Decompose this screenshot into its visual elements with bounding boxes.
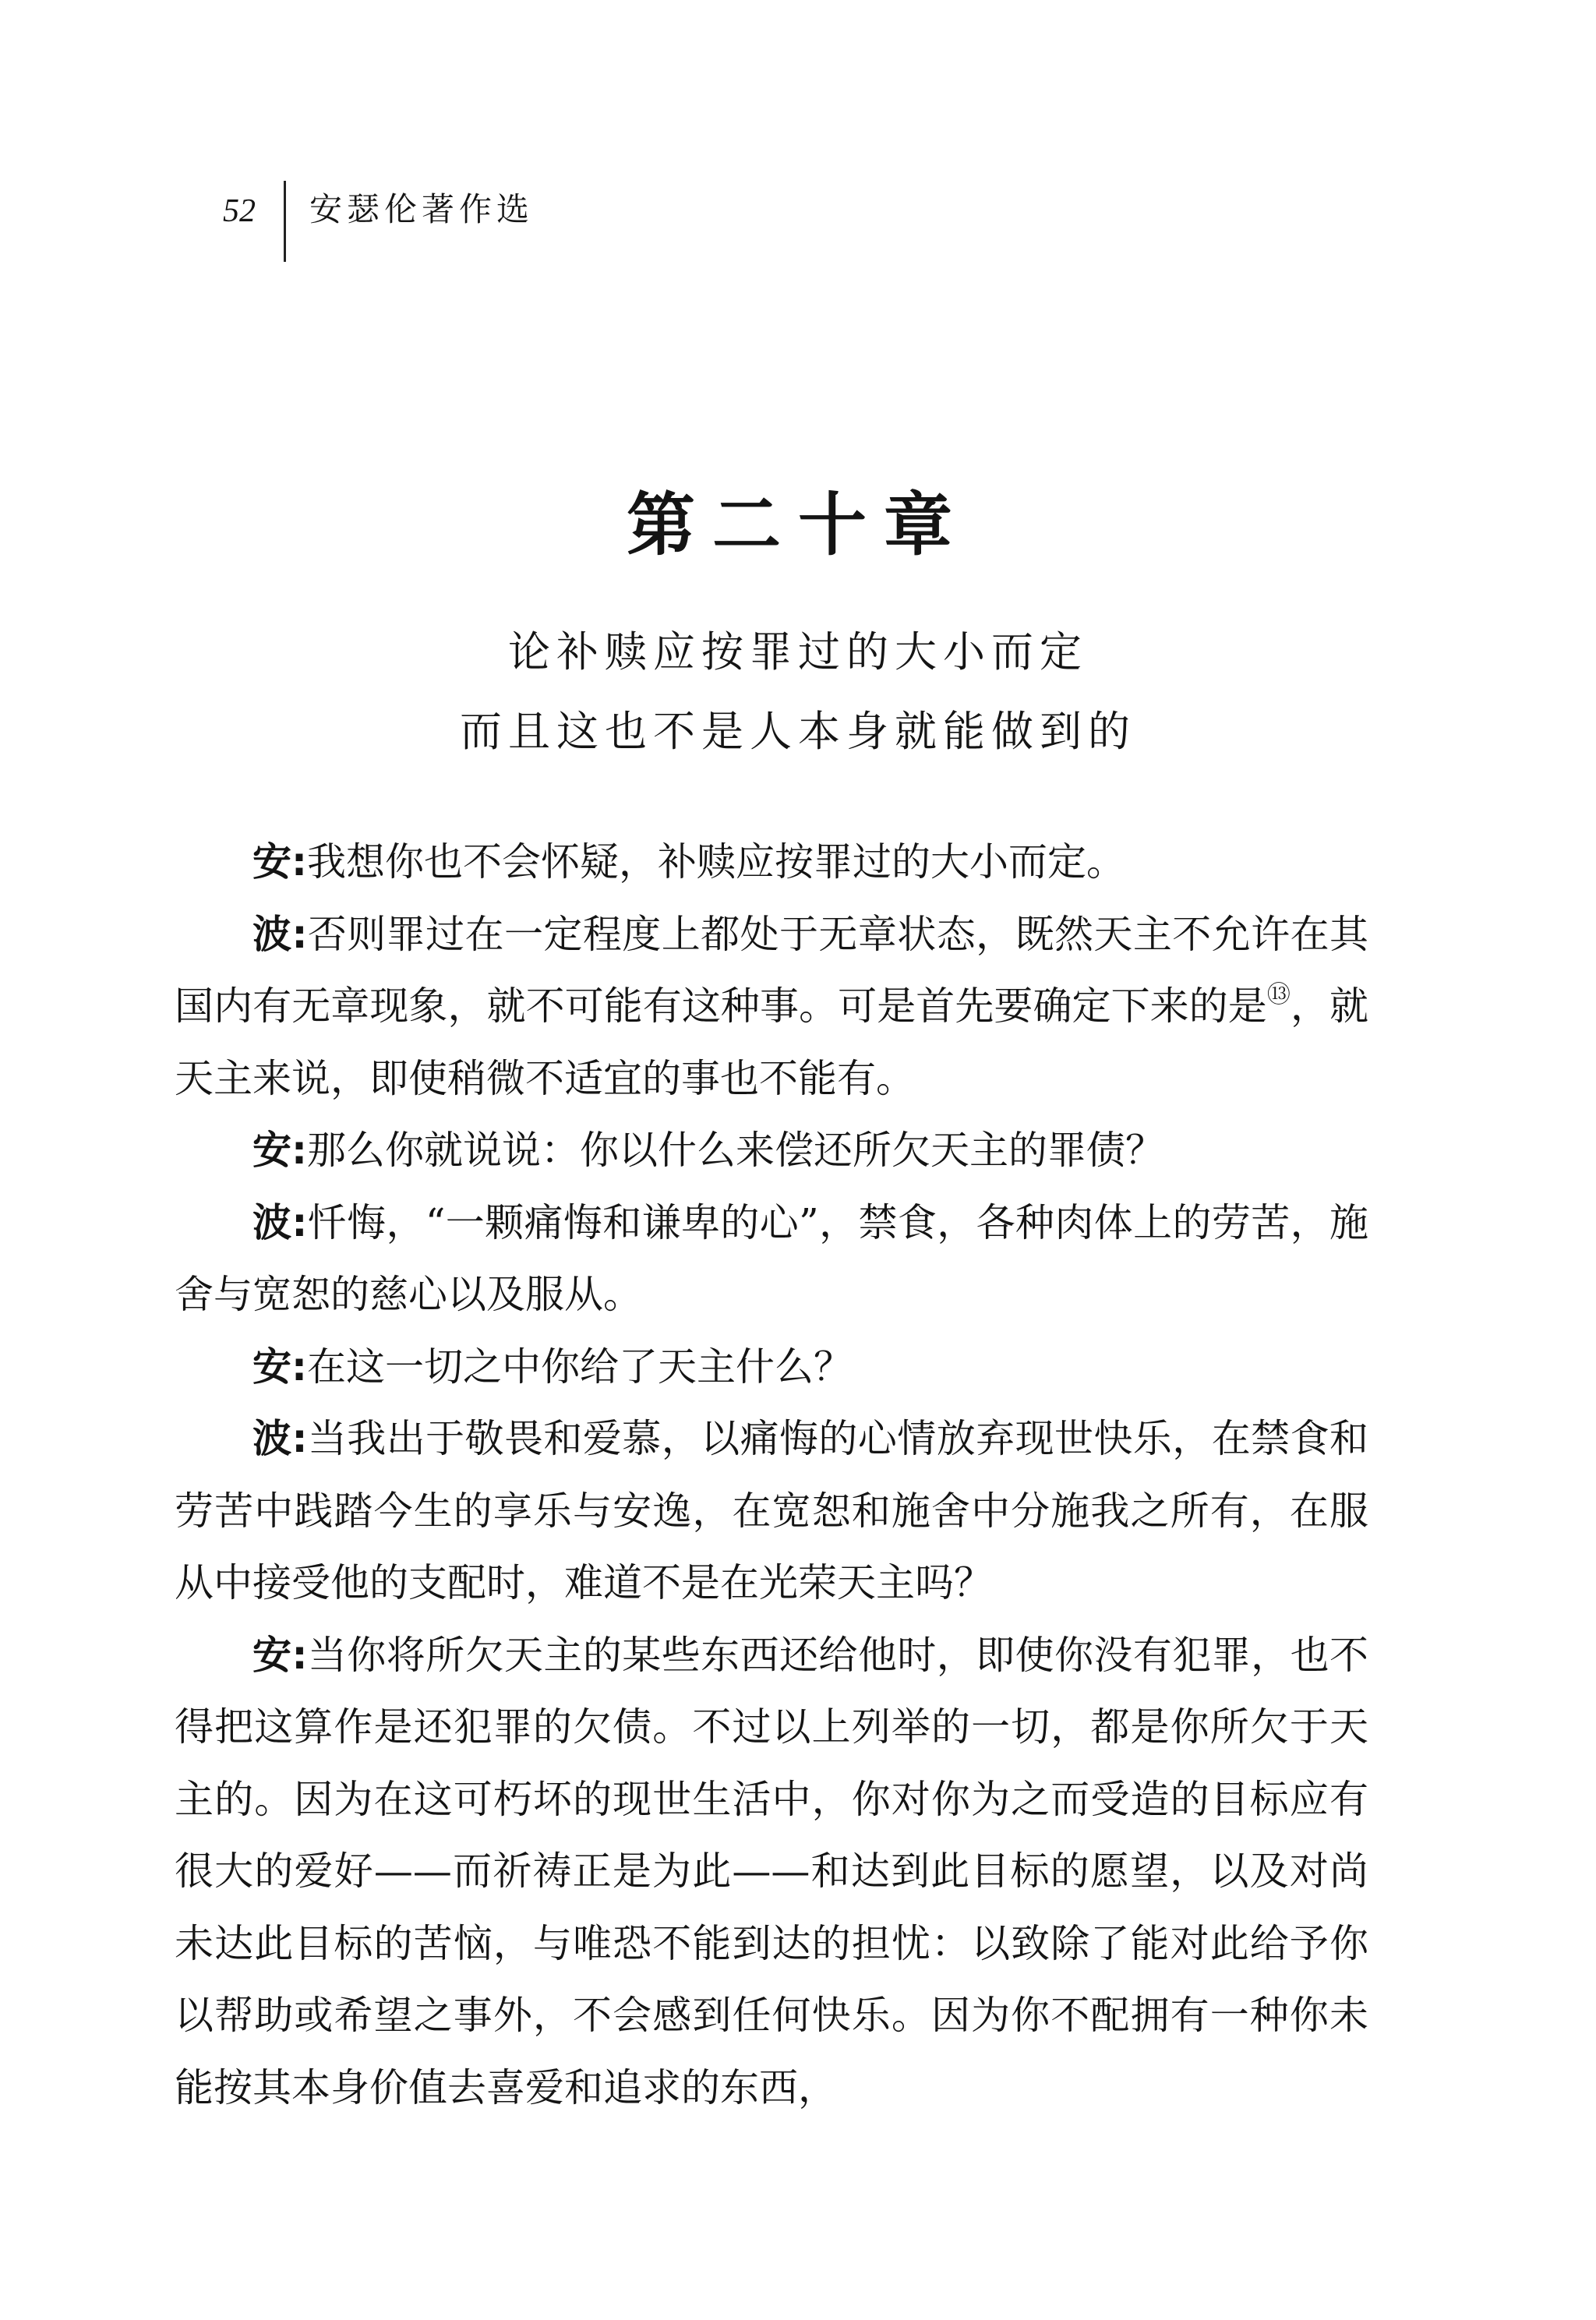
chapter-heading: 第二十章: [626, 485, 969, 565]
dialogue-paragraph: [175, 1187, 1368, 1331]
chapter-subtitle-line-2: 而且这也不是人本身就能做到的: [460, 707, 1136, 756]
speaker-label: 安: [252, 1632, 292, 1678]
book-title: 安瑟伦著作选: [309, 190, 535, 228]
chapter-subtitle-line-1: 论补赎应按罪过的大小而定: [508, 627, 1088, 676]
speaker-colon: :: [291, 1344, 307, 1390]
speaker-label: 安: [252, 1128, 291, 1173]
paragraph-text: 忏悔，“一颗痛悔和谦卑的心”，禁食，各种肉体上的劳苦，施舍与宽恕的慈心以及服从。: [175, 1199, 1368, 1317]
speaker-colon: :: [291, 1632, 308, 1678]
paragraph-text: 那么你就说说：你以什么来偿还所欠天主的罪债？: [307, 1128, 1164, 1173]
speaker-colon: :: [291, 1416, 308, 1461]
paragraph-text: 当你将所欠天主的某些东西还给他时，即使你没有犯罪，也不得把这算作是还犯罪的欠债。不过以上列举的一切，都是你所欠于天主的。因为在这可朽坏的现世生活中，你对你为之而受造的目标应有很大的爱好——而祈祷正是为此——和达到此目标的愿望，以及对尚未达此目标的苦恼，与唯恐不能到达的担忧：以致除了能对此给予你以帮助或希望之事外，不会感到任何快乐。因为你不配拥有一种你未能按其本身价值去喜爱和追求的东西，: [175, 1632, 1369, 2110]
speaker-label: 波: [252, 1199, 292, 1245]
speaker-colon: :: [291, 839, 307, 885]
paragraph-text: 在这一切之中你给了天主什么？: [307, 1344, 853, 1390]
speaker-colon: :: [291, 1128, 307, 1173]
speaker-label: 波: [252, 911, 292, 957]
dialogue-paragraph: [175, 1114, 1368, 1187]
paragraph-text: 否则罪过在一定程度上都处于无章状态，既然天主不允许在其国内有无章现象，就不可能有这种事。可是首先要确定下来的是: [175, 911, 1369, 1029]
paragraph-text-continued: ，就天主来说，即使稍微不适宜的事也不能有。: [175, 983, 1369, 1101]
paragraph-text: 我想你也不会怀疑，补赎应按罪过的大小而定。: [307, 839, 1125, 885]
speaker-colon: :: [291, 911, 308, 957]
dialogue-paragraph: [175, 899, 1368, 1115]
speaker-label: 安: [252, 1344, 291, 1390]
page-number: 52: [223, 193, 256, 229]
dialogue-paragraph: [175, 1403, 1368, 1619]
paragraph-text: 当我出于敬畏和爱慕，以痛悔的心情放弃现世快乐，在禁食和劳苦中践踏今生的享乐与安逸，在宽恕和施舍中分施我之所有，在服从中接受他的支配时，难道不是在光荣天主吗？: [175, 1416, 1369, 1605]
running-header: [187, 181, 534, 267]
footnote-marker[interactable]: ⑬: [1266, 981, 1291, 1008]
dialogue-paragraph: [175, 1331, 1368, 1404]
speaker-label: 安: [252, 839, 291, 885]
dialogue-paragraph: [175, 1619, 1368, 2124]
dialogue-paragraph: [175, 826, 1368, 899]
body-text: [175, 826, 1368, 2124]
speaker-colon: :: [291, 1199, 308, 1245]
speaker-label: 波: [252, 1416, 292, 1461]
